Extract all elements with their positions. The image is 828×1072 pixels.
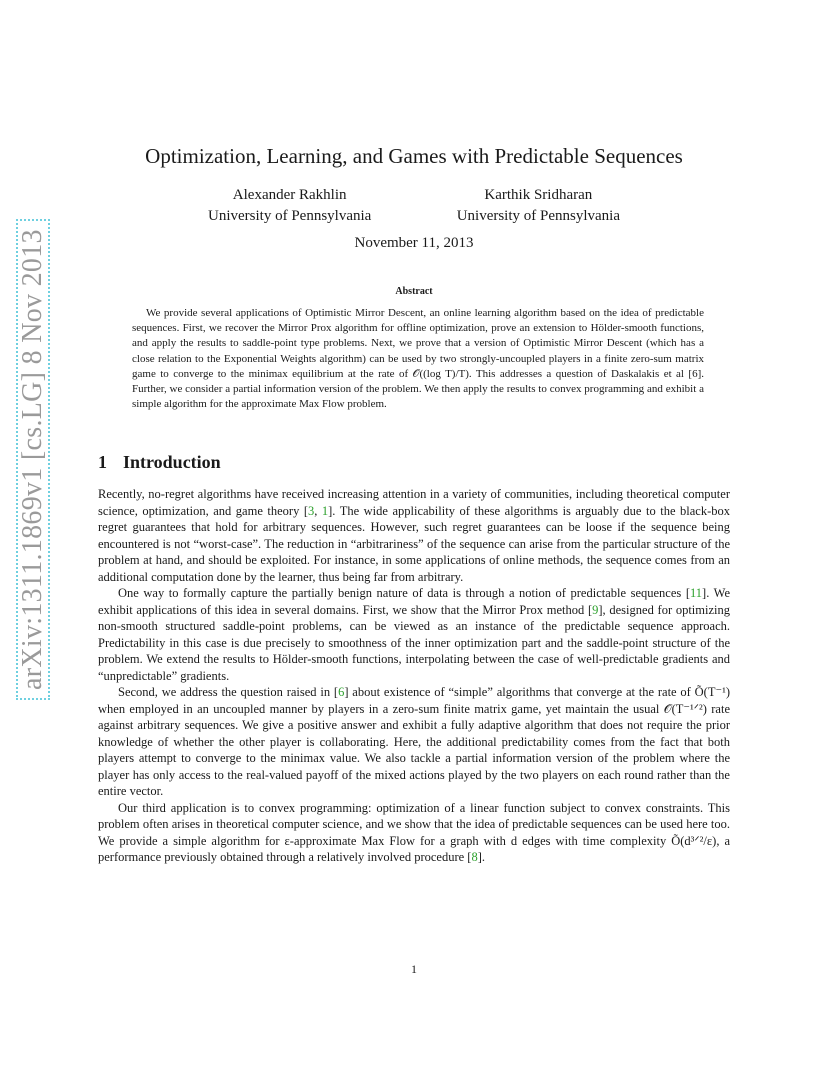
paragraph-1 [98,486,730,585]
section-body [98,486,730,866]
paragraph-text: One way to formally capture the partially benign nature of data is through a notion of predictable sequences [ [118,586,690,600]
paragraph-text: ]. The wide applicability of these algorithms is arguably due to the black-box regret guarantees that hold for arbitrary sequences. However, such regret guarantees can be loose if the sequence being encountered is not “worst-case”. The reduction in “arbitrariness” of the sequence can arise from the particular structure of the problem at hand, and should be exploited. For instance, in some applications of online methods, the sequence comes from an additional computation done by the learner, thus being far from arbitrary. [98,503,730,584]
author-1 [208,185,371,227]
paragraph-text: Our third application is to convex programming: optimization of a linear function subject to convex constraints. This problem often arises in theoretical computer science, and we show that the idea of predictable sequences can be used here too. We provide a simple algorithm for ε-approximate Max Flow for a graph with d edges with time complexity Õ(d³ᐟ²/ε), a performance previously obtained through a relatively involved procedure [ [98,800,730,864]
author-affiliation: University of Pennsylvania [208,208,372,224]
section-number: 1 [98,452,107,472]
author-2 [457,185,620,227]
author-name: Karthik Sridharan [484,187,593,203]
citation-link[interactable]: 9 [592,602,599,617]
paragraph-text: ], designed for optimizing non-smooth structured saddle-point problems, can be viewed as an instance of the predictable sequence approach. Predictability in this case is due precisely to smoothness of the inner optimization part and the saddle-point structure of the problem. We extend the results to Hölder-smooth functions, interpolating between the case of well-predictable gradients and “unpredictable” gradients. [98,602,730,683]
abstract-heading: Abstract [395,286,433,297]
author-name: Alexander Rakhlin [232,187,347,203]
section-title: Introduction [123,452,221,472]
paragraph-text: ]. We exhibit applications of this idea in several domains. First, we show that the Mirror Prox method [ [98,586,730,617]
paragraph-2 [98,585,730,684]
citation-link[interactable]: 6 [338,685,345,699]
section-heading [98,452,221,473]
author-affiliation: University of Pennsylvania [456,208,620,224]
citation-link[interactable]: 3 [308,503,315,518]
abstract-text: We provide several applications of Optimistic Mirror Descent, an online learning algorithm based on the idea of predictable sequences. First, we recover the Mirror Prox algorithm for offline optimization, prove an extension to Hölder-smooth functions, and apply the results to saddle-point type problems. Next, we prove that a version of Optimistic Mirror Descent (which has a close relation to the Exponential Weights algorithm) can be used by two strongly-uncoupled players in a finite zero-sum matrix game to converge to the minimax equilibrium at the rate of 𝒪((log T)/T). This addresses a question of Daskalakis et al [6]. Further, we consider a partial information version of the problem. We then apply the results to convex programming and exhibit a simple algorithm for the approximate Max Flow problem. [132,307,704,411]
author-block [160,185,668,227]
page-number: 1 [411,962,417,976]
paragraph-text: ] about existence of “simple” algorithms that converge at the rate of Õ(T⁻¹) when employed in an uncoupled manner by players in a zero-sum finite matrix game, yet maintain the usual 𝒪(T⁻¹ᐟ²) rate against arbitrary sequences. We give a positive answer and exhibit a fully adaptive algorithm that does not require the prior knowledge of whether the other player is collaborating. Here, the additional predictability comes from the fact that both players attempt to converge to the minimax value. We also tackle a partial information version of the problem where the player has only access to the real-valued payoff of the mixed actions played by the two players on each round rather than the entire vector. [98,685,730,798]
paragraph-text: Second, we address the question raised in [ [118,685,339,699]
arxiv-identifier-stamp: arXiv:1311.1869v1 [cs.LG] 8 Nov 2013 [16,219,50,700]
paragraph-4 [98,800,730,866]
paragraph-3 [98,684,730,800]
citation-link[interactable]: 11 [689,586,703,600]
publication-date: November 11, 2013 [354,235,474,251]
citation-separator: , [314,503,322,518]
paper-title: Optimization, Learning, and Games with Predictable Sequences [145,144,683,168]
paragraph-text: Recently, no-regret algorithms have received increasing attention in a variety of communities, including theoretical computer science, optimization, and game theory [ [98,487,730,518]
paragraph-text: ]. [477,850,486,864]
citation-link[interactable]: 1 [321,503,329,518]
citation-link[interactable]: 8 [471,850,478,864]
